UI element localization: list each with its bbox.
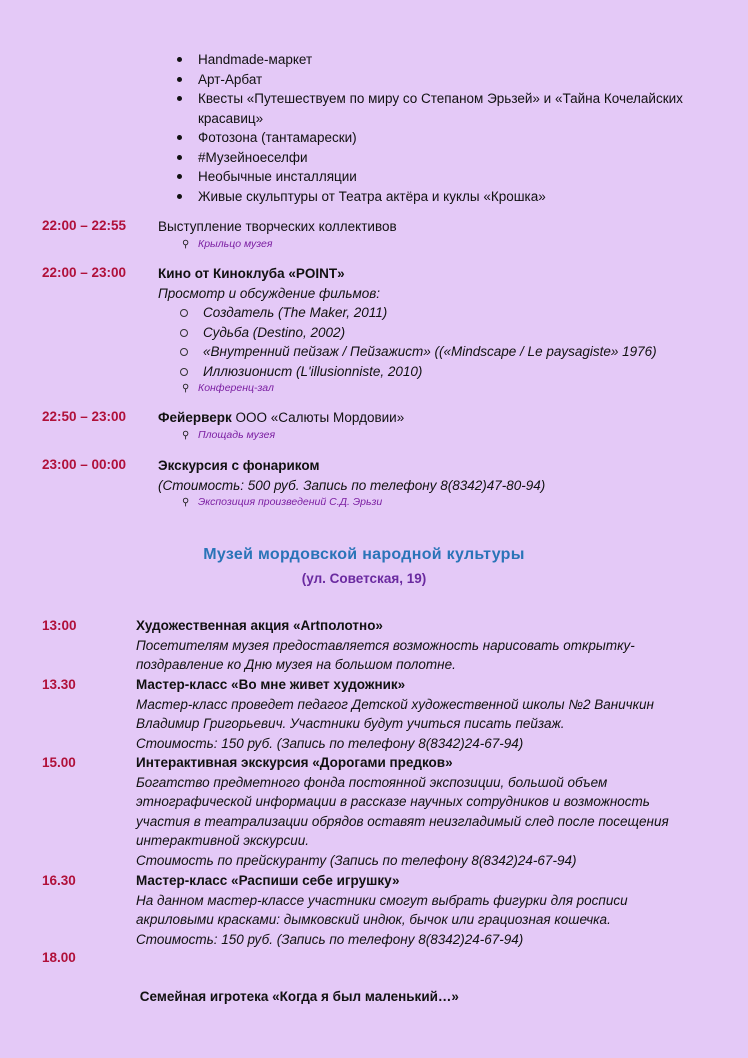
bullet-icon (177, 135, 182, 140)
section-address: (ул. Советская, 19) (301, 571, 427, 586)
list-item-text: Фотозона (тантамарески) (198, 130, 357, 145)
list-item (170, 187, 730, 207)
list-item (170, 70, 730, 90)
list-item-text: Квесты «Путешествуем по миру со Степаном Эрьзей» и «Тайна Кочелайских красавиц» (198, 91, 683, 126)
section-title: Музей мордовской народной культуры (203, 546, 525, 563)
circle-bullet-icon (180, 348, 188, 356)
event-description-line: Стоимость: 150 руб. (Запись по телефону 8(8342)24-67-94) (136, 931, 524, 947)
event-block (158, 264, 728, 381)
event-title-rest: ООО «Салюты Мордовии» (231, 410, 405, 425)
film-title: Судьба (Destino, 2002) (203, 324, 346, 340)
film-title: Создатель (The Maker, 2011) (203, 305, 388, 320)
bullet-icon (177, 155, 182, 160)
event-block (136, 616, 726, 675)
bullet-icon (177, 96, 182, 101)
event-block (136, 753, 726, 870)
bullet-icon (177, 174, 182, 179)
event-title: Экскурсия с фонариком (158, 458, 320, 473)
event-subtitle: Просмотр и обсуждение фильмов: (158, 285, 381, 301)
list-item-text: Handmade-маркет (198, 52, 313, 67)
location-text: Конференц-зал (198, 382, 274, 394)
event-time: 22:50 – 23:00 (42, 409, 127, 424)
list-item-text: Живые скульптуры от Театра актёра и куклы «Крошка» (198, 188, 546, 204)
list-item (170, 89, 730, 128)
event-description-line: интерактивной экскурсии. (136, 833, 309, 848)
film-title: Иллюзионист (L'illusionniste, 2010) (203, 363, 423, 379)
event-time: 22:00 – 22:55 (42, 218, 127, 233)
location-text: Крыльцо музея (198, 238, 273, 250)
list-item (170, 148, 730, 168)
bullet-icon (177, 194, 182, 199)
event-title: Мастер-класс «Распиши себе игрушку» (136, 873, 400, 888)
list-item-text: #Музейноеселфи (198, 149, 308, 165)
event-title (158, 408, 728, 428)
event-location (182, 496, 382, 508)
circle-bullet-icon (180, 329, 188, 337)
event-time: 23:00 – 00:00 (42, 457, 127, 472)
event-description-line: поздравление ко Дню музея на большом полотне. (136, 657, 456, 672)
event-description-line: акриловыми красками: дымковский индюк, бычок или грациозная кошечка. (136, 912, 611, 927)
event-location (182, 238, 273, 250)
location-pin-icon: ⚲ (182, 430, 190, 441)
event-description-line: Владимир Григорьевич. Участники будут учиться писать пейзаж. (136, 716, 565, 731)
list-item (170, 167, 730, 187)
event-description-line: Стоимость по прейскуранту (Запись по телефону 8(8342)24-67-94) (136, 852, 577, 868)
location-pin-icon: ⚲ (182, 497, 190, 508)
film-title: «Внутренний пейзаж / Пейзажист» ((«Mindscape / Le paysagiste» 1976) (203, 344, 657, 359)
event-description-line: Стоимость: 150 руб. (Запись по телефону 8(8342)24-67-94) (136, 735, 524, 751)
event-block (136, 871, 726, 949)
list-item (170, 128, 730, 148)
event-time: 18.00 (42, 950, 76, 965)
circle-bullet-icon (180, 309, 188, 317)
event-title: Кино от Киноклуба «POINT» (158, 266, 345, 281)
location-pin-icon: ⚲ (182, 239, 190, 250)
event-description-line: участия в театрализации обрядов оставят неизгладимый след после посещения (136, 813, 669, 829)
event-location (182, 429, 275, 441)
film-item (158, 323, 728, 343)
event-description-line: Богатство предметного фонда постоянной экспозиции, большой объем (136, 774, 608, 790)
bullet-icon (177, 57, 182, 62)
event-time: 13.30 (42, 677, 76, 692)
film-item (158, 342, 728, 362)
location-pin-icon: ⚲ (182, 383, 190, 394)
event-title: Интерактивная экскурсия «Дорогами предков» (136, 755, 453, 770)
list-item-text: Необычные инсталляции (198, 169, 357, 184)
location-text: Площадь музея (198, 429, 276, 441)
event-time: 16.30 (42, 873, 76, 888)
event-description-line: На данном мастер-классе участники смогут выбрать фигурки для росписи (136, 892, 628, 908)
event-title-bold: Фейерверк (158, 410, 232, 425)
event-block (136, 948, 726, 1046)
circle-bullet-icon (180, 368, 188, 376)
event-title: Семейная игротека «Когда я был маленький…» (136, 989, 459, 1004)
event-block (136, 675, 726, 753)
event-block (158, 456, 728, 495)
location-text: Экспозиция произведений С.Д. Эрьзи (198, 496, 383, 508)
event-subtitle: (Стоимость: 500 руб. Запись по телефону 8(8342)47-80-94) (158, 477, 546, 493)
event-title: Выступление творческих коллективов (158, 219, 397, 234)
film-item (158, 362, 728, 382)
film-item (158, 303, 728, 323)
event-title: Мастер-класс «Во мне живет художник» (136, 677, 406, 692)
event-time: 15.00 (42, 755, 76, 770)
activity-list (170, 50, 730, 206)
event-description-line: Мастер-класс проведет педагог Детской художественной школы №2 Ваничкин (136, 696, 654, 712)
event-description-line: Посетителям музея предоставляется возможность нарисовать открытку- (136, 637, 635, 653)
event-description-line: этнографической информации в рассказе научных сотрудников и возможность (136, 794, 650, 809)
event-title: Художественная акция «Artполотно» (136, 618, 383, 633)
event-time: 22:00 – 23:00 (42, 265, 127, 280)
list-item (170, 50, 730, 70)
event-location (182, 382, 274, 394)
event-time: 13:00 (42, 618, 77, 633)
list-item-text: Арт-Арбат (198, 71, 263, 87)
bullet-icon (177, 77, 182, 82)
